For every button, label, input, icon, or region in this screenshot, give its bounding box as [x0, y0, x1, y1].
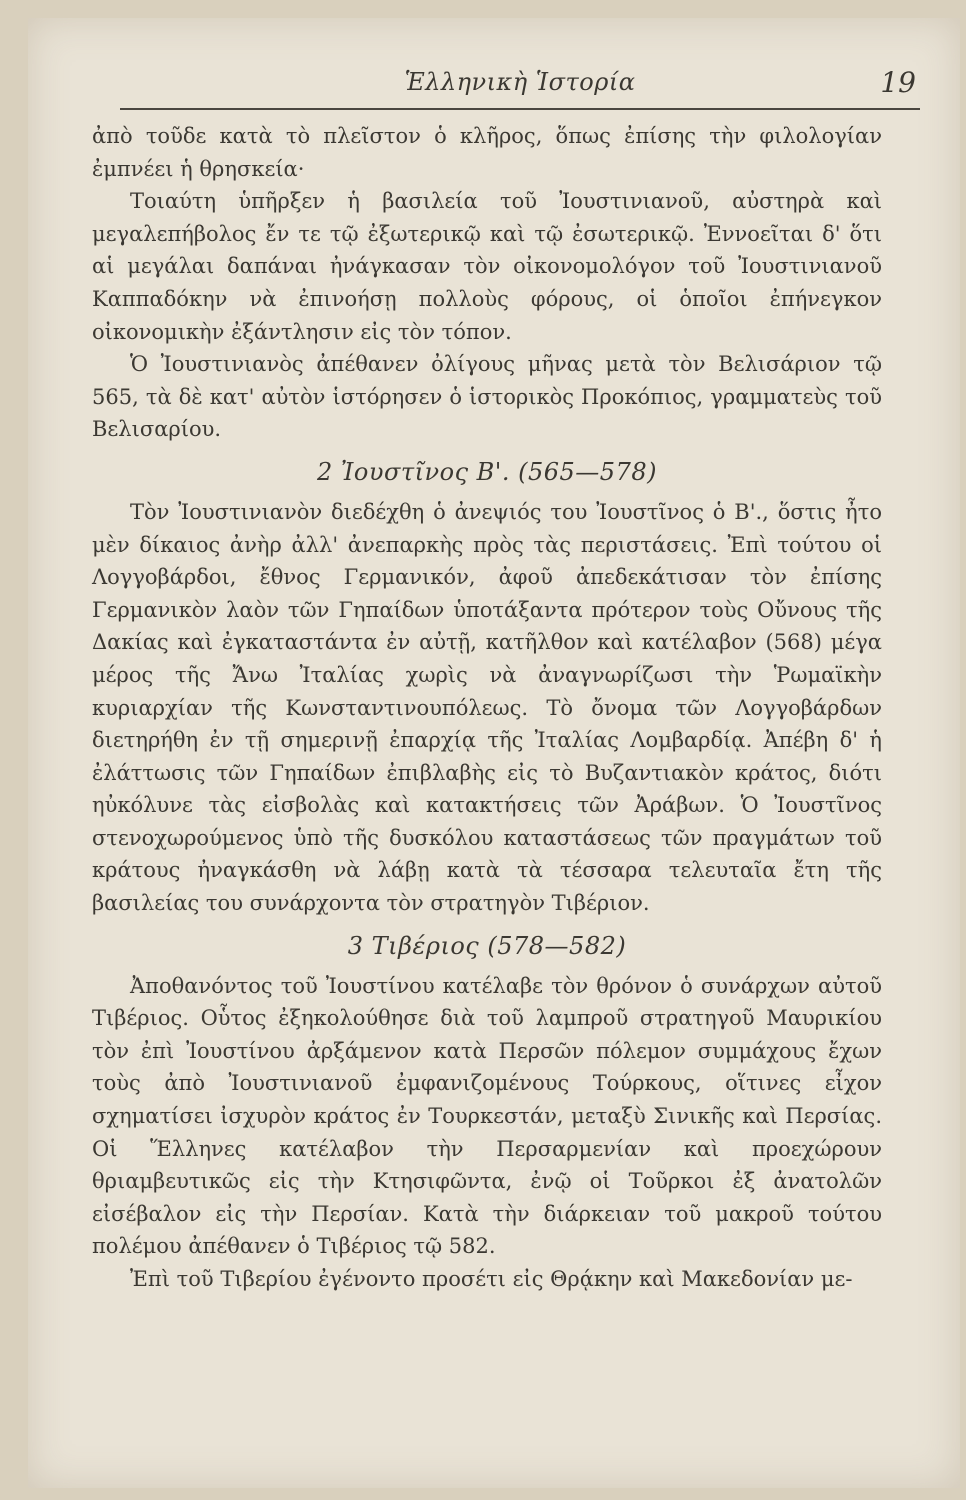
page-header	[120, 48, 920, 108]
paragraph-4: Τὸν Ἰουστινιανὸν διεδέχθη ὁ ἀνεψιός του Ἰουστῖνος ὁ Β'., ὅστις ἦτο μὲν δίκαιος ἀνὴρ ἀλλ' ἀνεπαρκὴς πρὸς τὰς περιστάσεις. Ἐπὶ τούτου οἱ Λογγοβάρδοι, ἔθνος Γερμανικόν, ἀφοῦ ἀπεδεκάτισαν τὸν ἐπίσης Γερμανικὸν λαὸν τῶν Γηπαίδων ὑποτάξαντα πρότερον τοὺς Οὔνους τῆς Δακίας καὶ ἐγκαταστάντα ἐν αὐτῇ, κατῆλθον καὶ κατέλαβον (568) μέγα μέρος τῆς Ἄνω Ἰταλίας χωρὶς νὰ ἀναγνωρίζωσι τὴν Ῥωμαϊκὴν κυριαρχίαν τῆς Κωνσταντινουπόλεως. Τὸ ὄνομα τῶν Λογγοβάρδων διετηρήθη ἐν τῇ σημερινῇ ἐπαρχίᾳ τῆς Ἰταλίας Λομβαρδίᾳ. Ἀπέβη δ' ἡ ἐλάττωσις τῶν Γηπαίδων ἐπιβλαβὴς εἰς τὸ Βυζαντιακὸν κράτος, διότι ηὐκόλυνε τὰς εἰσβολὰς καὶ κατακτήσεις τῶν Ἀράβων. Ὁ Ἰουστῖνος στενοχωρούμενος ὑπὸ τῆς δυσκόλου καταστάσεως τῶν πραγμάτων τοῦ κράτους ἠναγκάσθη νὰ λάβῃ κατὰ τὰ τέσσαρα τελευταῖα ἔτη τῆς βασιλείας του συνάρχοντα τὸν στρατηγὸν Τιβέριον.	[92, 499, 882, 916]
paragraph-5: Ἀποθανόντος τοῦ Ἰουστίνου κατέλαβε τὸν θρόνον ὁ συνάρχων αὐτοῦ Τιβέριος. Οὗτος ἐξηκολούθησε διὰ τοῦ λαμπροῦ στρατηγοῦ Μαυρικίου τὸν ἐπὶ Ἰουστίνου ἀρξάμενον κατὰ Περσῶν πόλεμον συμμάχους ἔχων τοὺς ἀπὸ Ἰουστινιανοῦ ἐμφανιζομένους Τούρκους, οἵτινες εἶχον σχηματίσει ἰσχυρὸν κράτος ἐν Τουρκεστάν, μεταξὺ Σινικῆς καὶ Περσίας. Οἱ Ἕλληνες κατέλαβον τὴν Περσαρμενίαν καὶ προεχώρουν θριαμβευτικῶς εἰς τὴν Κτησιφῶντα, ἐνῷ οἱ Τοῦρκοι ἐξ ἀνατολῶν εἰσέβαλον εἰς τὴν Περσίαν. Κατὰ τὴν διάρκειαν τοῦ μακροῦ τούτου πολέμου ἀπέθανεν ὁ Τιβέριος τῷ 582.	[92, 973, 882, 1259]
paragraph-3: Ὁ Ἰουστινιανὸς ἀπέθανεν ὀλίγους μῆνας μετὰ τὸν Βελισάριον τῷ 565, τὰ δὲ κατ' αὐτὸν ἱστόρησεν ὁ ἱστορικὸς Προκόπιος, γραμματεὺς τοῦ Βελισαρίου.	[92, 352, 882, 442]
section-heading-3	[92, 922, 882, 970]
header-rule	[120, 108, 920, 110]
page-body	[92, 120, 882, 1296]
section-heading-2	[92, 448, 882, 496]
paragraph-2: Τοιαύτη ὑπῆρξεν ἡ βασιλεία τοῦ Ἰουστινιανοῦ, αὐστηρὰ καὶ μεγαλεπήβολος ἔν τε τῷ ἐξωτερικῷ καὶ τῷ ἐσωτερικῷ. Ἐννοεῖται δ' ὅτι αἱ μεγάλαι δαπάναι ἠνάγκασαν τὸν οἰκονομολόγον τοῦ Ἰουστινιανοῦ Καππαδόκην νὰ ἐπινοήσῃ πολλοὺς φόρους, οἱ ὁποῖοι ἐπήνεγκον οἰκονομικὴν ἐξάντλησιν εἰς τὸν τόπον.	[92, 189, 882, 344]
running-title: Ἑλληνικὴ Ἱστορία	[404, 68, 636, 96]
section-heading-2-text: 2 Ἰουστῖνος Β'. (565—578)	[317, 457, 657, 486]
paragraph-6: Ἐπὶ τοῦ Τιβερίου ἐγένοντο προσέτι εἰς Θρᾴκην καὶ Μακεδονίαν με-	[130, 1267, 853, 1291]
paragraph-1: ἀπὸ τοῦδε κατὰ τὸ πλεῖστον ὁ κλῆρος, ὅπως ἐπίσης τὴν φιλολογίαν ἐμπνέει ἡ θρησκεία·	[92, 124, 882, 181]
page-number: 19	[880, 66, 916, 99]
section-heading-3-text: 3 Τιβέριος (578—582)	[347, 931, 627, 960]
